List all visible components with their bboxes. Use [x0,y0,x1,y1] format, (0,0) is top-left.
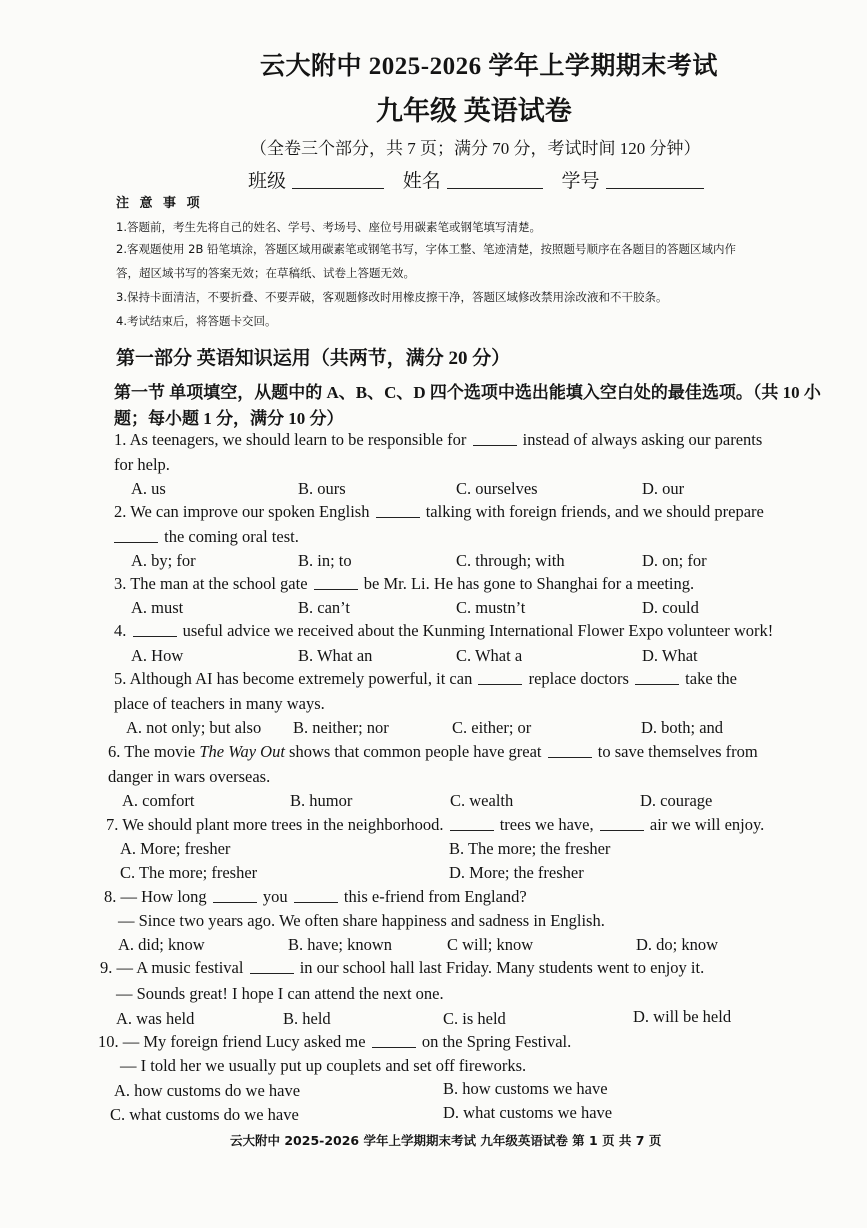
q-text: 7. We should plant more trees in the neighborhood. [106,815,444,834]
option-a: A. comfort [122,791,195,810]
q-text: 8. — How long [104,887,207,906]
exam-subtitle: 九年级 英语试卷 [376,96,572,126]
option-a: A. How [131,646,184,665]
q-text: trees we have, [499,815,594,834]
option-a: A. how customs do we have [114,1081,301,1100]
q-text: 9. — A music festival [100,958,244,977]
option-a: A. by; for [131,551,196,570]
option-c: C. what customs do we have [110,1105,299,1124]
option-d: D. what customs we have [443,1103,613,1122]
option-b: B. in; to [298,551,352,570]
q-text: 2. We can improve our spoken English [114,502,370,521]
answer-blank [114,528,158,543]
name-blank [447,172,543,189]
answer-blank [314,575,358,590]
option-c: C. through; with [456,551,565,570]
option-b: B. held [283,1009,331,1028]
option-d: D. our [642,479,685,498]
question-2 [114,501,764,523]
q-text: — Since two years ago. We often share happiness and sadness in English. [118,911,605,930]
option-c: C will; know [447,935,534,954]
q-text: on the Spring Festival. [421,1032,572,1051]
notice-item: 4.考试结束后，将答题卡交回。 [116,314,277,328]
movie-title: The Way Out [199,742,285,761]
option-d: D. More; the fresher [449,863,584,882]
answer-blank [250,959,294,974]
option-a: A. not only; but also [126,718,262,737]
q-text: the coming oral test. [164,527,299,546]
option-d: D. could [642,598,699,617]
q-text: be Mr. Li. He has gone to Shanghai for a meeting. [363,574,695,593]
part1-heading: 第一部分 英语知识运用（共两节，满分 20 分） [116,348,511,369]
option-b: B. humor [290,791,353,810]
option-c: C. mustn’t [456,598,526,617]
q-text: this e-friend from England? [343,887,527,906]
option-b: B. have; known [288,935,393,954]
student-fields [248,166,718,193]
option-d: D. What [642,646,698,665]
q-text: for help. [114,455,170,474]
option-d: D. courage [640,791,713,810]
answer-blank [478,670,522,685]
answer-blank [133,622,177,637]
q-text: 4. [114,621,127,640]
question-10 [98,1031,571,1053]
option-b: B. neither; nor [293,718,389,737]
answer-blank [372,1033,416,1048]
q-text: place of teachers in many ways. [114,694,325,713]
option-c: C. is held [443,1009,506,1028]
question-9 [100,957,704,979]
answer-blank [548,743,592,758]
option-b: B. ours [298,479,346,498]
option-d: D. on; for [642,551,707,570]
answer-blank [294,888,338,903]
option-b: B. The more; the fresher [449,839,611,858]
question-6 [108,741,758,763]
q-text: you [262,887,288,906]
option-a: A. us [131,479,166,498]
option-d: D. both; and [641,718,724,737]
notice-item: 1.答题前，考生先将自己的姓名、学号、考场号、座位号用碳素笔或钢笔填写清楚。 [116,220,541,234]
option-c: C. ourselves [456,479,538,498]
answer-blank [376,503,420,518]
option-a: A. must [131,598,184,617]
option-c: C. either; or [452,718,532,737]
option-b: B. how customs we have [443,1079,608,1098]
answer-blank [600,816,644,831]
q-text: in our school hall last Friday. Many students went to enjoy it. [299,958,705,977]
answer-blank [635,670,679,685]
option-a: A. More; fresher [120,839,231,858]
question-7 [106,814,764,836]
notice-item: 答，超区域书写的答案无效；在草稿纸、试卷上答题无效。 [116,266,415,280]
option-d: D. will be held [633,1007,732,1026]
option-b: B. What an [298,646,373,665]
q-text: 1. As teenagers, we should learn to be responsible for [114,430,467,449]
option-d: D. do; know [636,935,719,954]
q-text: replace doctors [528,669,629,688]
q-text: instead of always asking our parents [522,430,763,449]
question-3 [114,573,694,595]
class-blank [292,172,384,189]
question-5 [114,668,737,690]
q-text: 6. The movie [108,742,196,761]
question-2-cont [114,526,299,548]
q-text: useful advice we received about the Kunming International Flower Expo volunteer work! [182,621,774,640]
exam-title: 云大附中 2025-2026 学年上学期期末考试 [260,53,718,80]
q-text: 5. Although AI has become extremely powerful, it can [114,669,473,688]
answer-blank [213,888,257,903]
answer-blank [450,816,494,831]
question-4 [114,620,773,642]
section1-heading: 第一节 单项填空，从题中的 A、B、C、D 四个选项中选出能填入空白处的最佳选项。（共 10 小题；每小题 1 分，满分 10 分） [114,383,821,428]
q-text: 10. — My foreign friend Lucy asked me [98,1032,366,1051]
q-text: air we will enjoy. [649,815,765,834]
option-c: C. What a [456,646,523,665]
option-c: C. wealth [450,791,514,810]
notice-item: 3.保持卡面清洁，不要折叠、不要弄破，客观题修改时用橡皮擦干净，答题区域修改禁用涂改液和不干胶条。 [116,290,668,304]
name-label: 姓名 [402,171,441,192]
exam-info: （全卷三个部分，共 7 页；满分 70 分，考试时间 120 分钟） [250,139,701,158]
page-footer: 云大附中 2025-2026 学年上学期期末考试 九年级英语试卷 第 1 页 共 7 页 [230,1133,662,1148]
option-c: C. The more; fresher [120,863,258,882]
question-1 [114,429,762,451]
q-text: — I told her we usually put up couplets and set off fireworks. [120,1056,527,1075]
notice-item: 2.客观题使用 2B 铅笔填涂，答题区域用碳素笔或钢笔书写，字体工整、笔迹清楚，按照题号顺序在各题目的答题区域内作 [116,242,736,256]
q-text: talking with foreign friends, and we should prepare [425,502,764,521]
q-text: to save themselves from [597,742,758,761]
question-8 [104,886,527,908]
id-blank [606,172,704,189]
q-text: danger in wars overseas. [108,767,271,786]
q-text: 3. The man at the school gate [114,574,308,593]
option-a: A. did; know [118,935,205,954]
q-text: — Sounds great! I hope I can attend the next one. [116,984,444,1003]
id-label: 学号 [561,171,600,192]
notice-heading: 注 意 事 项 [116,196,203,211]
class-label: 班级 [248,171,287,192]
q-text: shows that common people have great [289,742,542,761]
option-b: B. can’t [298,598,350,617]
answer-blank [473,431,517,446]
q-text: take the [685,669,737,688]
option-a: A. was held [116,1009,195,1028]
